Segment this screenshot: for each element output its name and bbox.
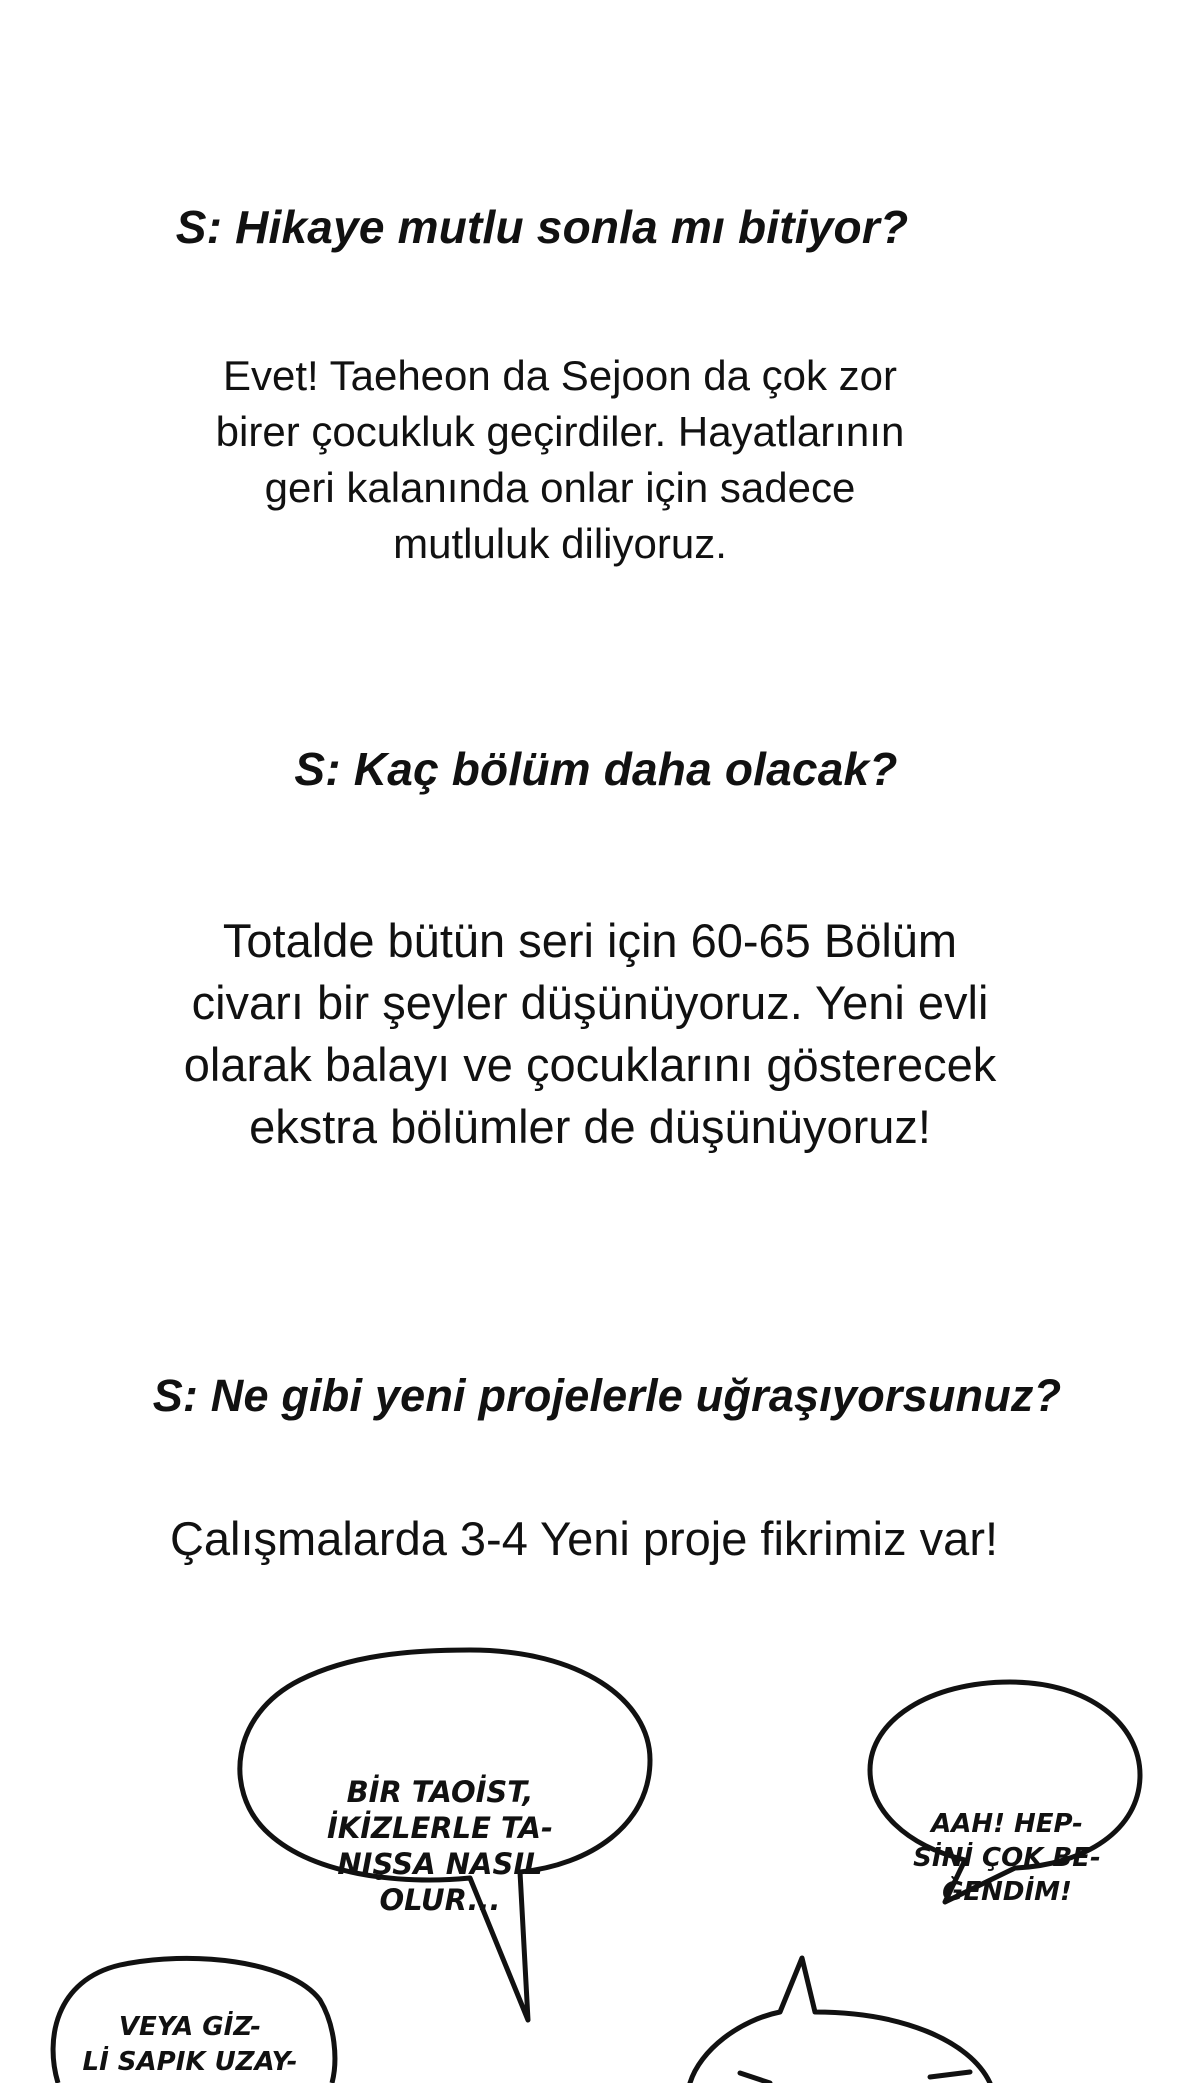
answer-1 (0, 348, 1160, 572)
bubble-right-line (942, 1875, 1072, 1907)
question-3: S: Ne gibi yeni projelerle uğraşıyorsunuz? (152, 1370, 1062, 1421)
bubble-right-line (913, 1841, 1101, 1873)
answer-1-line: Evet! Taeheon da Sejoon da çok zor (222, 352, 898, 399)
bubble-left-bottom-line (119, 2010, 261, 2042)
question-1: S: Hikaye mutlu sonla mı bitiyor? (175, 201, 909, 253)
bubble-left-top-line-3: NIŞSA NASIL (337, 1847, 543, 1881)
speech-bubble-left-top (240, 1650, 650, 2020)
bubble-right-line-1: AAH! HEP- (931, 1809, 1083, 1839)
bubble-left-top-line-2: İKİZLERLE TA- (326, 1811, 554, 1845)
answer-2-line: Totalde bütün seri için 60-65 Bölüm (222, 914, 958, 967)
answer-3 (0, 1508, 1184, 1570)
bubble-left-top-line (379, 1883, 500, 1917)
bubble-right-line (929, 1809, 1083, 1839)
question-2: S: Kaç bölüm daha olacak? (294, 743, 898, 795)
answer-1-line: mutluluk diliyoruz. (393, 520, 727, 567)
bubble-left-top-line (327, 1811, 553, 1845)
character-drawing (690, 1958, 990, 2083)
comic-panel (0, 1640, 1200, 2083)
bubble-left-bottom-line-2: Lİ SAPIK UZAY- (82, 2047, 298, 2077)
bubble-left-bottom-line-1: VEYA GİZ- (118, 2012, 262, 2042)
answer-3-line: Çalışmalarda 3-4 Yeni proje fikrimiz var! (169, 1512, 999, 1565)
bubble-left-top-line (337, 1847, 542, 1881)
answer-2-line: ekstra bölümler de düşünüyoruz! (249, 1100, 931, 1153)
answer-2 (0, 910, 1190, 1158)
answer-1-line: birer çocukluk geçirdiler. Hayatlarının (215, 408, 905, 455)
speech-bubble-right (870, 1682, 1140, 1907)
answer-2-line: olarak balayı ve çocuklarını gösterecek (183, 1038, 997, 1091)
answer-2-line: civarı bir şeyler düşünüyoruz. Yeni evli (191, 976, 989, 1029)
answer-1-line: geri kalanında onlar için sadece (264, 464, 856, 511)
bubble-left-top-line-4: OLUR... (379, 1883, 501, 1917)
bubble-left-top-line-1: BİR TAOİST, (346, 1775, 534, 1809)
bubble-left-top-line (347, 1775, 534, 1809)
bubble-left-bottom-line (83, 2045, 298, 2077)
speech-bubble-left-bottom (53, 1958, 335, 2083)
bubble-right-line-3: ĞENDİM! (942, 1877, 1072, 1907)
bubble-right-line-2: SİNİ ÇOK BE- (913, 1843, 1101, 1873)
